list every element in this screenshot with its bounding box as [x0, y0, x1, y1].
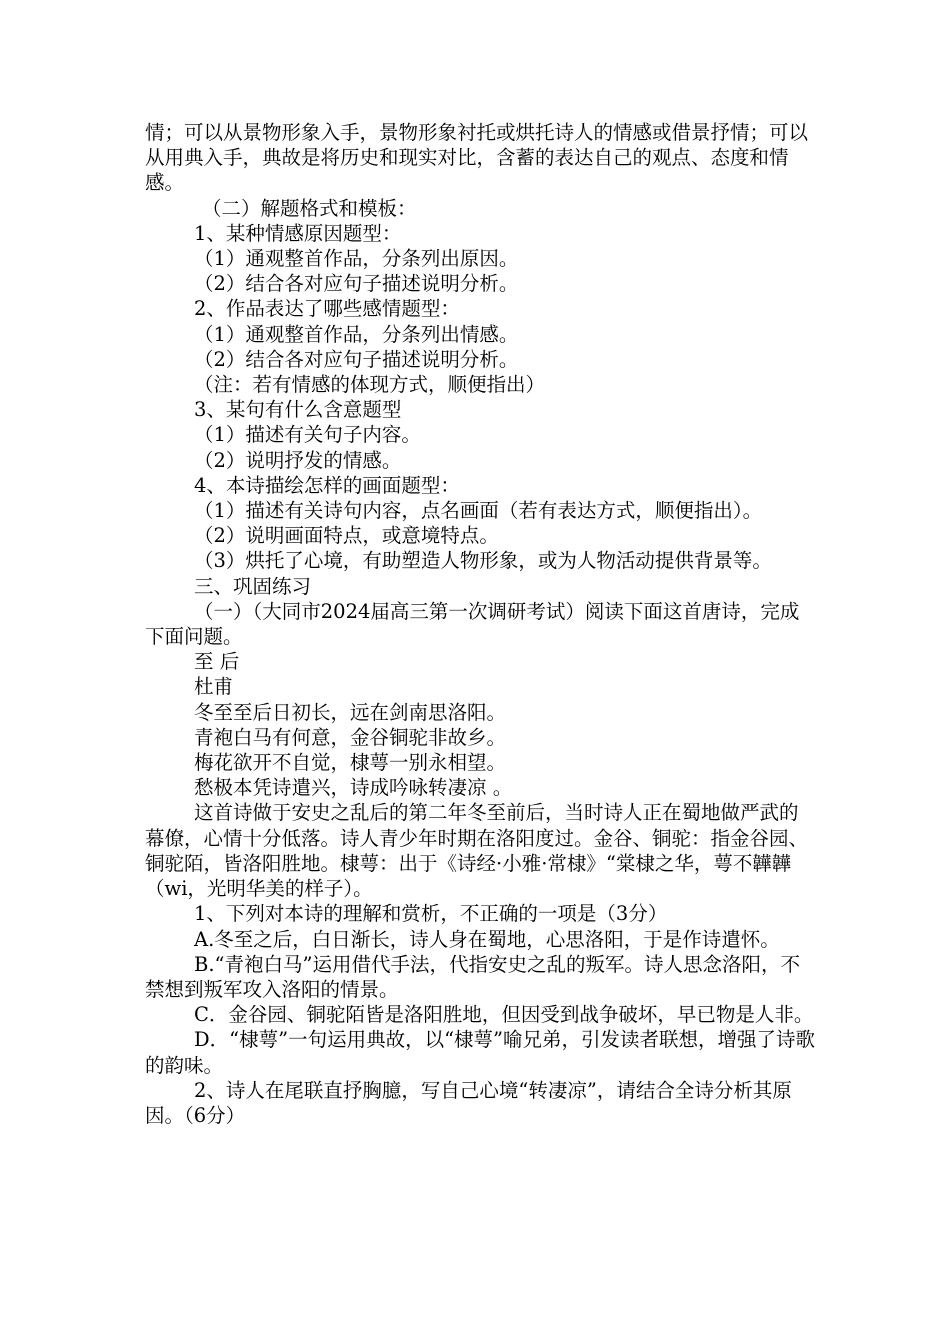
- question-type-1: 1、某种情感原因题型：: [194, 221, 402, 245]
- question-type-3: 3、某句有什么含意题型: [194, 398, 402, 422]
- poem-author: 杜甫: [194, 675, 234, 699]
- poem-title: 至 后: [194, 650, 240, 674]
- option-d: D．“棣萼”一句运用典故，以“棣萼”喻兄弟，引发读者联想，增强了诗歌的韵味。: [145, 1028, 816, 1077]
- paragraph-intro: 情；可以从景物形象入手，景物形象衬托或烘托诗人的情感或借景抒情；可以从用典入手，典故是将历史和现实对比，含蓄的表达自己的观点、态度和情感。: [145, 121, 809, 195]
- poem-note: 这首诗做于安史之乱后的第二年冬至前后，当时诗人正在蜀地做严武的幕僚，心情十分低落。诗人青少年时期在洛阳度过。金谷、铜驼：指金谷园、铜驼陌，皆洛阳胜地。棣萼：出于《诗经·小雅·常棣》“棠棣之华，萼不韡韡（wi，光明华美的样子）。: [145, 801, 809, 901]
- option-b: B.“青袍白马”运用借代手法，代指安史之乱的叛军。诗人思念洛阳，不禁想到叛军攻入洛阳的情景。: [145, 952, 800, 1001]
- option-a: A.冬至之后，白日渐长，诗人身在蜀地，心思洛阳，于是作诗遣怀。: [194, 927, 780, 951]
- poem-line-4: 愁极本凭诗遣兴，诗成吟咏转凄凉 。: [194, 776, 513, 800]
- question-1: 1、下列对本诗的理解和赏析，不正确的一项是（3分）: [194, 902, 668, 926]
- document-page: [145, 120, 815, 1128]
- step-3-1: （1）描述有关句子内容。: [194, 423, 421, 447]
- option-c: C．金谷园、铜驼陌皆是洛阳胜地，但因受到战争破坏，早已物是人非。: [194, 1003, 814, 1027]
- step-4-2: （2）说明画面特点，或意境特点。: [194, 524, 499, 548]
- question-type-4: 4、本诗描绘怎样的画面题型：: [194, 473, 460, 497]
- step-2-note: （注：若有情感的体现方式，顺便指出）: [194, 373, 546, 397]
- step-3-2: （2）说明抒发的情感。: [194, 448, 402, 472]
- poem-line-2: 青袍白马有何意，金谷铜驼非故乡。: [194, 725, 507, 749]
- question-type-2: 2、作品表达了哪些感情题型：: [194, 297, 460, 321]
- poem-line-1: 冬至至后日初长，远在剑南思洛阳。: [194, 700, 507, 724]
- section-heading-format: （二）解题格式和模板：: [202, 196, 417, 220]
- step-4-3: （3）烘托了心境，有助塑造人物形象，或为人物活动提供背景等。: [194, 549, 772, 573]
- poem-line-3: 梅花欲开不自觉，棣萼一别永相望。: [194, 751, 507, 775]
- question-2: 2、诗人在尾联直抒胸臆，写自己心境“转凄凉”，请结合全诗分析其原因。（6分）: [145, 1078, 792, 1127]
- step-1-1: （1）通观整首作品，分条列出原因。: [194, 247, 519, 271]
- step-2-1: （1）通观整首作品，分条列出情感。: [194, 322, 519, 346]
- step-2-2: （2）结合各对应句子描述说明分析。: [194, 347, 519, 371]
- step-1-2: （2）结合各对应句子描述说明分析。: [194, 272, 519, 296]
- practice-intro: （一）（大同市2024届高三第一次调研考试）阅读下面这首唐诗，完成下面问题。: [145, 599, 800, 649]
- step-4-1: （1）描述有关诗句内容，点名画面（若有表达方式，顺便指出）。: [194, 499, 763, 523]
- section-heading-practice: 三、巩固练习: [194, 574, 312, 598]
